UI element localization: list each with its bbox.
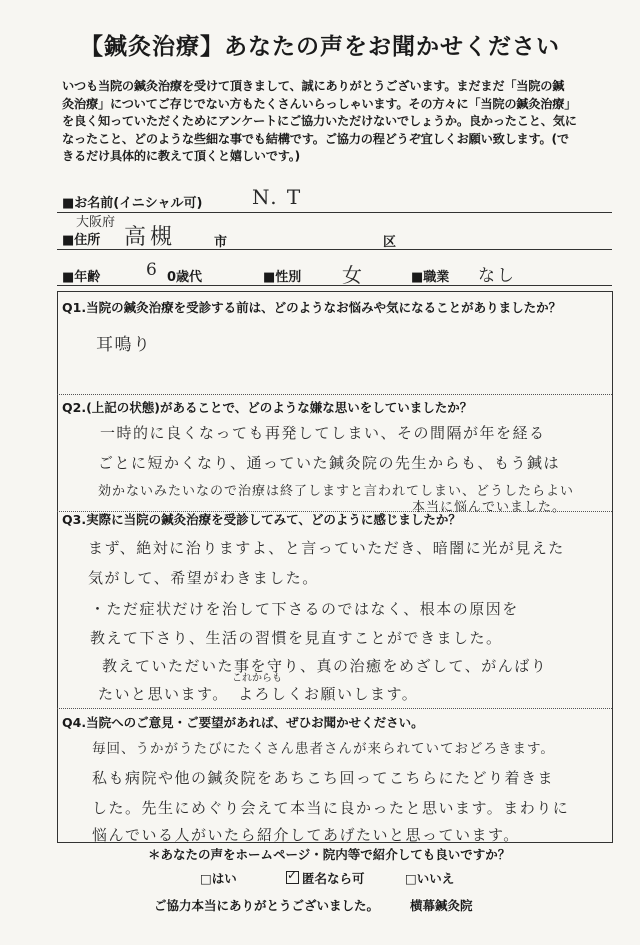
intro-line: を良く知っていただくためにアンケートにご協力いただけないでしょうか。良かったこと、気に	[62, 114, 577, 129]
gender-value: 女	[342, 263, 364, 287]
consent-option-no[interactable]: □いいえ	[405, 871, 455, 886]
q2-label: Q2.(上記の状態)があることで、どのような嫌な思いをしていましたか？	[62, 400, 473, 415]
age-suffix: 0歳代	[167, 270, 203, 285]
occupation-value: なし	[478, 266, 516, 286]
q4-answer-line: した。先生にめぐり会えて本当に良かったと思います。まわりに	[92, 799, 570, 817]
q2-answer-line: 効かないみたいなので治療は終了しますと言われてしまい、どうしたらよい	[98, 484, 575, 499]
intro-text	[62, 78, 610, 166]
q2-answer-line: ごとに短かくなり、通っていた鍼灸院の先生からも、もう鍼は	[98, 454, 561, 472]
name-value: N. T	[252, 185, 303, 209]
q2-answer-line: 一時的に良くなっても再発してしまい、その間隔が年を経る	[100, 424, 546, 442]
q2-answer-line: 本当に悩んでいました。	[412, 500, 567, 515]
q3-answer-line: まず、絶対に治りますよ、と言っていただき、暗闇に光が見えた	[88, 539, 565, 557]
q3-label: Q3.実際に当院の鍼灸治療を受診してみて、どのように感じましたか？	[62, 512, 461, 527]
age-label: ■年齢	[62, 270, 101, 285]
intro-line: 灸治療」についてご存じでない方もたくさんいらっしゃいます。その方々に「当院の鍼灸治療」	[62, 96, 577, 111]
address-underline	[57, 249, 612, 250]
q-divider	[57, 708, 612, 709]
q3-answer-line: 教えて下さり、生活の習慣を見直すことができました。	[90, 629, 503, 647]
q3-answer-line: たいと思います。	[98, 685, 229, 703]
name-label: ■お名前(イニシャル可)	[62, 196, 203, 211]
thanks-text: ご協力本当にありがとうございました。	[154, 898, 380, 913]
q4-answer-line: 毎回、うかがうたびにたくさん患者さんが来られていておどろきます。	[92, 741, 555, 757]
q4-label: Q4.当院へのご意見・ご要望があれば、ぜひお聞かせください。	[62, 715, 424, 730]
q3-answer-line: よろしくお願いします。	[238, 685, 419, 703]
consent-question: ＊あなたの声をホームページ・院内等で紹介しても良いですか？	[148, 847, 511, 862]
ward-label: 区	[383, 235, 397, 250]
check-icon: ✓	[287, 868, 298, 882]
q3-answer-line: 気がして、希望がわきました。	[88, 569, 319, 587]
age-value: 6	[146, 260, 159, 280]
gender-label: ■性別	[263, 270, 302, 285]
city-label: 市	[214, 235, 228, 250]
q1-answer: 耳鳴り	[96, 335, 152, 355]
page-title: 【鍼灸治療】あなたの声をお聞かせください	[80, 34, 560, 60]
intro-line: きるだけ具体的に教えて頂くと嬉しいです。)	[62, 149, 301, 164]
intro-line: なったこと、どのような些細な事でも結構です。ご協力の程どうぞ宜しくお願い致します。(で	[62, 131, 569, 146]
name-underline	[57, 212, 612, 213]
q1-label: Q1.当院の鍼灸治療を受診する前は、どのようなお悩みや気になることがありましたか？	[62, 300, 562, 315]
info-underline	[57, 285, 612, 286]
city-value: 高槻	[124, 225, 177, 250]
q4-answer-line: 悩んでいる人がいたら紹介してあげたいと思っています。	[92, 826, 520, 844]
consent-option-anonymous[interactable]: 匿名なら可	[302, 871, 365, 886]
q3-answer-line: ・ただ症状だけを治して下さるのではなく、根本の原因を	[90, 600, 519, 618]
occupation-label: ■職業	[411, 270, 450, 285]
q3-answer-line: 教えていただいた事を守り、真の治癒をめざして、がんばり	[102, 657, 548, 675]
q4-answer-line: 私も病院や他の鍼灸院をあちこち回ってこちらにたどり着きま	[92, 769, 555, 787]
consent-option-yes[interactable]: □はい	[200, 871, 237, 886]
q3-answer-line: これからも	[232, 673, 282, 684]
prefecture-value: 大阪府	[76, 215, 116, 230]
intro-line: いつも当院の鍼灸治療を受けて頂きまして、誠にありがとうございます。まだまだ「当院の鍼	[62, 79, 565, 93]
clinic-name: 横幕鍼灸院	[410, 898, 473, 913]
q-divider	[57, 394, 612, 395]
address-label: ■住所	[62, 233, 101, 248]
